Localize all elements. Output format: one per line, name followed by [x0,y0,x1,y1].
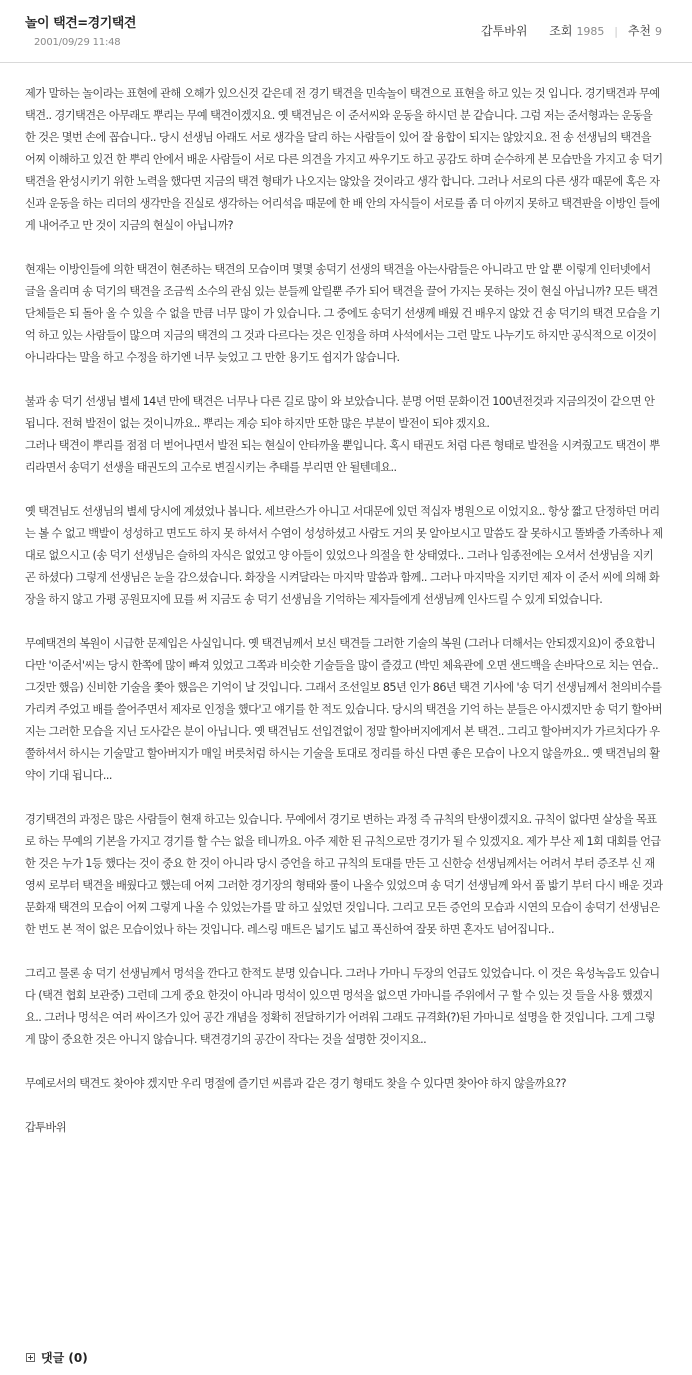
post-body [25,83,663,1161]
post-paragraph: 경기택견의 과정은 많은 사람들이 현재 하고는 있습니다. 무예에서 경기로 변하는 과정 즉 규칙의 탄생이겠지요. 규칙이 없다면 살상을 목표로 하는 무예의 기본을 가지고 경기를 할 수는 없을 테니까요. 아주 제한 된 규칙으로만 경기가 될 수 있겠지요. 제가 부산 제 1회 대회를 언급한 것은 누가 1등 했다는 것이 중요 한 것이 아니라 당시 증언을 하고 규칙의 토대를 만든 고 신한승 선생님께서는 어려서 부터 증조부 신 재영씨 로부터 택견을 배웠다고 했는데 어찌 그러한 경기장의 형태와 룰이 나올수 있었으며 송 덕기 선생님께 와서 품 밟기 부터 다시 배운 것과 문화재 택견의 모습이 어찌 그렇게 나올 수 있었는가를 말 하고 싶었던 것입니다. 그리고 모든 증언의 모습과 시연의 모습이 송덕기 선생님은 한 번도 본 적이 없은 모습이었나 하는 것입니다. 레스링 매트은 넓기도 넓고 푹신하여 잘못 하면 혼자도 넘어집니다.. [25,813,663,936]
post-signature: 갑투바위 [25,1121,67,1134]
post-paragraph: 제가 말하는 놀이라는 표현에 관해 오해가 있으신것 같은데 전 경기 택견을 민속놀이 택견으로 표현을 하고 있는 것 입니다. 경기택견과 무예택견.. 경기택견은 아무래도 뿌리는 무예 택견이겠지요. 옛 택견님은 이 준서씨와 운동을 하시던 분 같습니다. 그럼 저는 준서형과는 운동을 한 것은 몇번 손에 꼽습니다.. 당시 선생님 아래도 서로 생각을 달리 하는 사람들이 있어 잘 융합이 되지는 않았지요. 전 송 선생님의 택견을 어찌 이해하고 있건 한 뿌리 안에서 배운 사람들이 서로 다른 의견을 가지고 싸우기도 하고 공감도 하며 순수하게 본 모습만을 가지고 송 덕기 택견을 완성시키기 위한 노력을 했다면 지금의 택견 형태가 나오지는 않았을 것이라고 생각 합니다. 그러나 서로의 다른 생각 때문에 혹은 자신과 운동을 하는 리더의 생각만을 진실로 생각하는 어리석음 때문에 한 배 안의 자식들이 서로를 좀 더 아끼지 못하고 택견판을 이방인 들에게 내어주고 만 것이 지금의 현실이 아닙니까? [25,87,663,232]
post-paragraph: 무예로서의 택견도 찾아야 겠지만 우리 명절에 즐기던 씨름과 같은 경기 형태도 찾을 수 있다면 찾아야 하지 않을까요?? [25,1077,566,1090]
comments-label: 댓글 [41,1351,65,1365]
post-paragraph: 현재는 이방인들에 의한 택견이 현존하는 택견의 모습이며 몇몇 송덕기 선생의 택견을 아는사람들은 아니라고 만 알 뿐 이렇게 인터넷에서 글을 올리며 송 덕기의 택견을 조금씩 소수의 관심 있는 분들께 알릴뿐 주가 되어 택견을 끌어 가지는 못하는 것이 현실 아닙니까? 모든 택견 단체들은 되 돌아 올 수 있을 수 없을 만큼 너무 많이 가 있습니다. 그 중에도 송덕기 선생께 배웠 건 배우지 않았 건 송 덕기의 택견 모습을 기억 하고 있는 사람들이 많으며 지금의 택견의 그 것과 다르다는 것은 인정을 하며 사석에서는 그런 말도 나누기도 하지만 공식적으로 이것이 아니라다는 말을 하고 수정을 하기엔 너무 늦었고 그 만한 용기도 쉽지가 않습니다. [25,263,661,364]
post-title: 놀이 택견=경기택견 [25,16,136,31]
post-header [0,0,692,63]
comments-toggle[interactable] [26,1349,88,1366]
views-label: 조회 [549,24,573,38]
post-paragraph: 불과 송 덕기 선생님 별세 14년 만에 택견은 너무나 다른 길로 많이 와 보았습니다. 분명 어떤 문화이건 100년전것과 지금의것이 같으면 안 됩니다. 전혀 발전이 없는 것이니까요.. 뿌리는 계승 되야 하지만 또한 많은 부분이 발전이 되야 겠지요. 그러나 택견이 뿌리를 점점 더 벋어나면서 발전 되는 현실이 안타까울 뿐입니다. 혹시 태권도 처럼 다른 형태로 발전을 시켜줬고도 택견이 뿌리라면서 송덕기 선생을 태권도의 고수로 변질시키는 추태를 부리면 안 될텐데요.. [25,395,660,474]
recommend-label: 추천 [627,24,651,38]
post-meta [481,22,662,39]
recommend-count: 9 [655,25,662,38]
author-name[interactable]: 갑투바위 [481,24,528,38]
post-paragraph: 옛 택견님도 선생님의 별세 당시에 계셨었나 봅니다. 세브란스가 아니고 서대문에 있던 적십자 병원으로 이었지요.. 항상 짧고 단정하던 머리는 볼 수 없고 백발이 성성하고 면도도 하지 못 하셔서 수염이 성성하셨고 사람도 거의 못 알아보시고 말씀도 잘 못하시고 똘봐줄 가족하나 제대로 없으시고 (송 덕기 선생님은 슬하의 자식은 없었고 양 아들이 있었으나 의절을 한 상태였다.. 그러나 임종전에는 오셔서 선생님을 지키곤 하셨다) 그렇게 선생님은 눈을 감으셨습니다. 화장을 시켜달라는 마지막 말씀과 함께.. 그러나 마지막을 지키던 제자 이 준서 씨에 의해 화장을 하지 않고 가평 공원묘지에 묘를 써 지금도 송 덕기 선생님을 기억하는 제자들에게 선생님께 인사드릴 수 있게 되었습니다. [25,505,663,606]
comments-count: (0) [68,1350,88,1365]
meta-divider: | [614,25,618,38]
views-count: 1985 [576,25,605,38]
plus-icon [26,1353,35,1362]
post-paragraph: 무예택견의 복원이 시급한 문제입은 사실입니다. 옛 택견님께서 보신 택견들 그러한 기술의 복원 (그러나 더해서는 안되겠지요)이 중요합니다만 '이준서'씨는 당시 한쪽에 많이 빠져 있었고 그쪽과 비슷한 기술들을 많이 즐겼고 (박민 체육관에 오면 샌드백을 손바닥으로 치는 연습.. 그것만 했음) 신비한 기술을 쫓아 했음은 기억이 날 것입니다. 그래서 조선일보 85년 인가 86년 택견 기사에 '송 덕기 선생님께서 천의비수를 가리켜 주었고 배를 쓸어주면서 제자로 인정을 했다'고 얘기를 한 적도 있습니다. 당시의 택견을 기억 하는 분들은 아시겠지만 송 덕기 할아버지는 그러한 모습을 지닌 도사같은 분이 아닙니다. 옛 택견님도 선입견없이 정말 할아버지에게서 본 택견.. 그리고 할아버지가 가르치다가 우쭐하셔서 하시는 기술말고 할아버지가 매일 버릇처럼 하시는 기술을 토대로 정리를 하신 다면 좋은 모습이 나오지 않을까요.. 옛 택견님의 활약이 기대 됩니다... [25,637,663,782]
post-paragraph: 그리고 물론 송 덕기 선생님께서 멍석을 깐다고 한적도 분명 있습니다. 그러나 가마니 두장의 언급도 있었습니다. 이 것은 육성녹음도 있습니다 (택견 협회 보관중) 그런데 그게 중요 한것이 아니라 멍석이 있으면 멍석을 없으면 가마니를 주위에서 구 할 수 있는 것 들을 사용 했겠지요.. 그러나 멍석은 여러 싸이즈가 있어 공간 개념을 정확히 전달하기가 어려워 그래도 규격화(?)된 가마니로 설명을 한 것입니다. 그게 그렇게 많이 중요한 것은 아니지 않습니다. 택견경기의 공간이 작다는 것을 설명한 것이지요.. [25,967,660,1046]
post-date: 2001/09/29 11:48 [34,37,121,48]
